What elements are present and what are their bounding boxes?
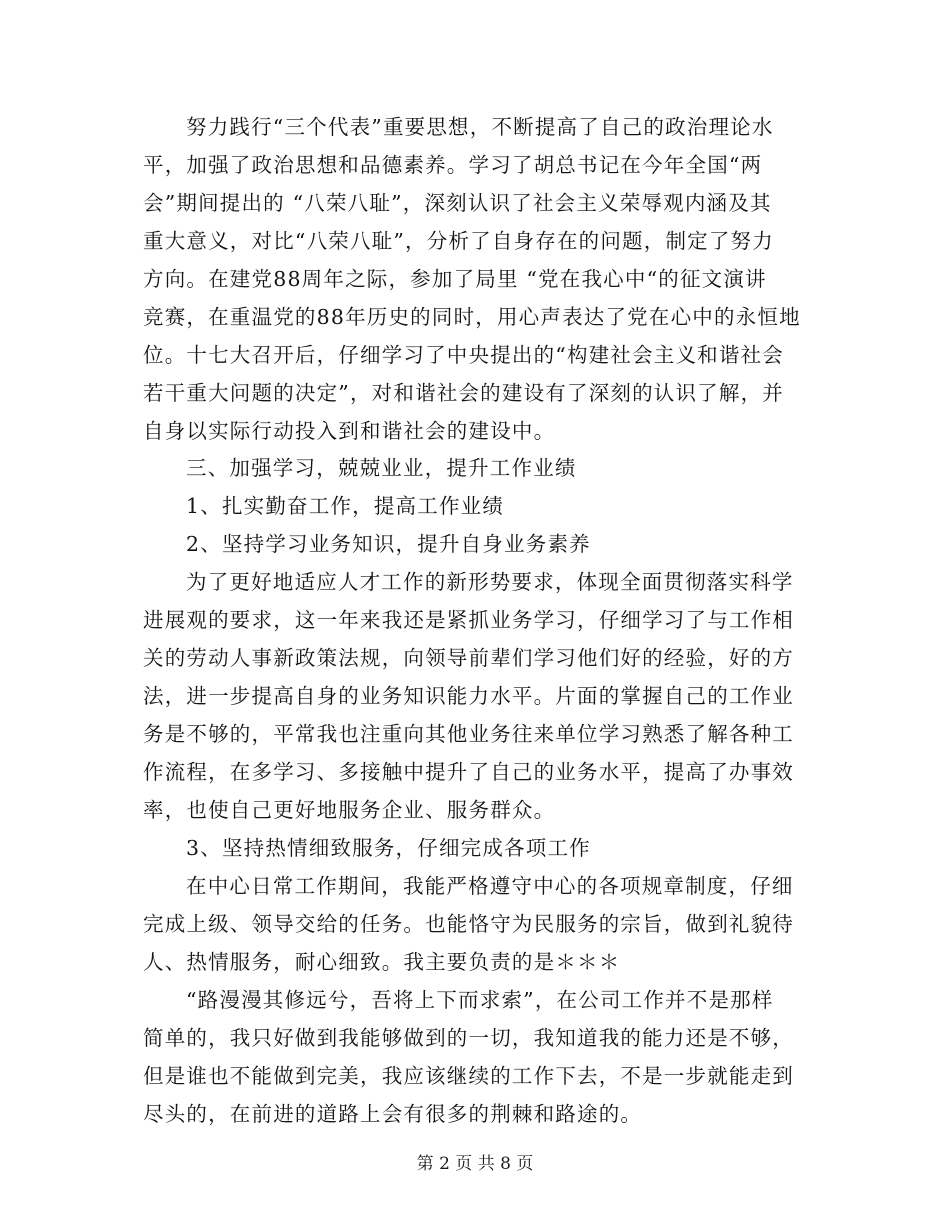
paragraph-line: 关的劳动人事新政策法规，向领导前辈们学习他们好的经验，好的方 xyxy=(143,646,794,670)
paragraph-line: 尽头的，在前进的道路上会有很多的荆棘和路途的。 xyxy=(143,1102,643,1126)
paragraph-line: 率，也使自己更好地服务企业、服务群众。 xyxy=(143,798,556,822)
paragraph-line: 平，加强了政治思想和品德素养。学习了胡总书记在今年全国“两 xyxy=(143,153,763,177)
paragraph-line: 进展观的要求，这一年来我还是紧抓业务学习，仔细学习了与工作相 xyxy=(143,608,794,632)
paragraph-line: 完成上级、领导交给的任务。也能恪守为民服务的宗旨，做到礼貌待 xyxy=(143,912,794,936)
paragraph-line: 竞赛，在重温党的88年历史的同时，用心声表达了党在心中的永恒地 xyxy=(143,305,801,329)
paragraph-line: 若干重大问题的决定”，对和谐社会的建设有了深刻的认识了解，并 xyxy=(143,381,784,405)
paragraph-line: 为了更好地适应人才工作的新形势要求，体现全面贯彻落实科学 xyxy=(186,570,794,594)
subsection-heading: 1、扎实勤奋工作，提高工作业绩 xyxy=(186,494,505,518)
paragraph-line: 重大意义，对比“八荣八耻”，分析了自身存在的问题，制定了努力 xyxy=(143,229,774,253)
paragraph-line: 法，进一步提高自身的业务知识能力水平。片面的掌握自己的工作业 xyxy=(143,684,794,708)
paragraph-line: 但是谁也不能做到完美，我应该继续的工作下去，不是一步就能走到 xyxy=(143,1064,794,1088)
subsection-heading: 2、坚持学习业务知识，提升自身业务素养 xyxy=(186,532,591,556)
paragraph-line: 位。十七大召开后，仔细学习了中央提出的“构建社会主义和谐社会 xyxy=(143,343,784,367)
paragraph-line: “路漫漫其修远兮，吾将上下而求索”，在公司工作并不是那样 xyxy=(186,988,774,1012)
section-heading: 三、加强学习，兢兢业业，提升工作业绩 xyxy=(186,456,577,480)
paragraph-line: 自身以实际行动投入到和谐社会的建设中。 xyxy=(143,419,556,443)
paragraph-line: 努力践行“三个代表”重要思想，不断提高了自己的政治理论水 xyxy=(186,115,774,139)
subsection-heading: 3、坚持热情细致服务，仔细完成各项工作 xyxy=(186,836,591,860)
paragraph-line: 务是不够的，平常我也注重向其他业务往来单位学习熟悉了解各种工 xyxy=(143,722,794,746)
paragraph-line: 在中心日常工作期间，我能严格遵守中心的各项规章制度，仔细 xyxy=(186,874,794,898)
paragraph-line: 人、热情服务，耐心细致。我主要负责的是＊＊＊ xyxy=(143,950,621,974)
page-number-footer: 第 2 页 共 8 页 xyxy=(416,1154,534,1174)
paragraph-line: 方向。在建党88周年之际，参加了局里 “党在我心中“的征文演讲 xyxy=(143,267,767,291)
paragraph-line: 简单的，我只好做到我能够做到的一切，我知道我的能力还是不够， xyxy=(143,1026,794,1050)
paragraph-line: 会”期间提出的 “八荣八耻”，深刻认识了社会主义荣辱观内涵及其 xyxy=(143,191,772,215)
paragraph-line: 作流程，在多学习、多接触中提升了自己的业务水平，提高了办事效 xyxy=(143,760,794,784)
